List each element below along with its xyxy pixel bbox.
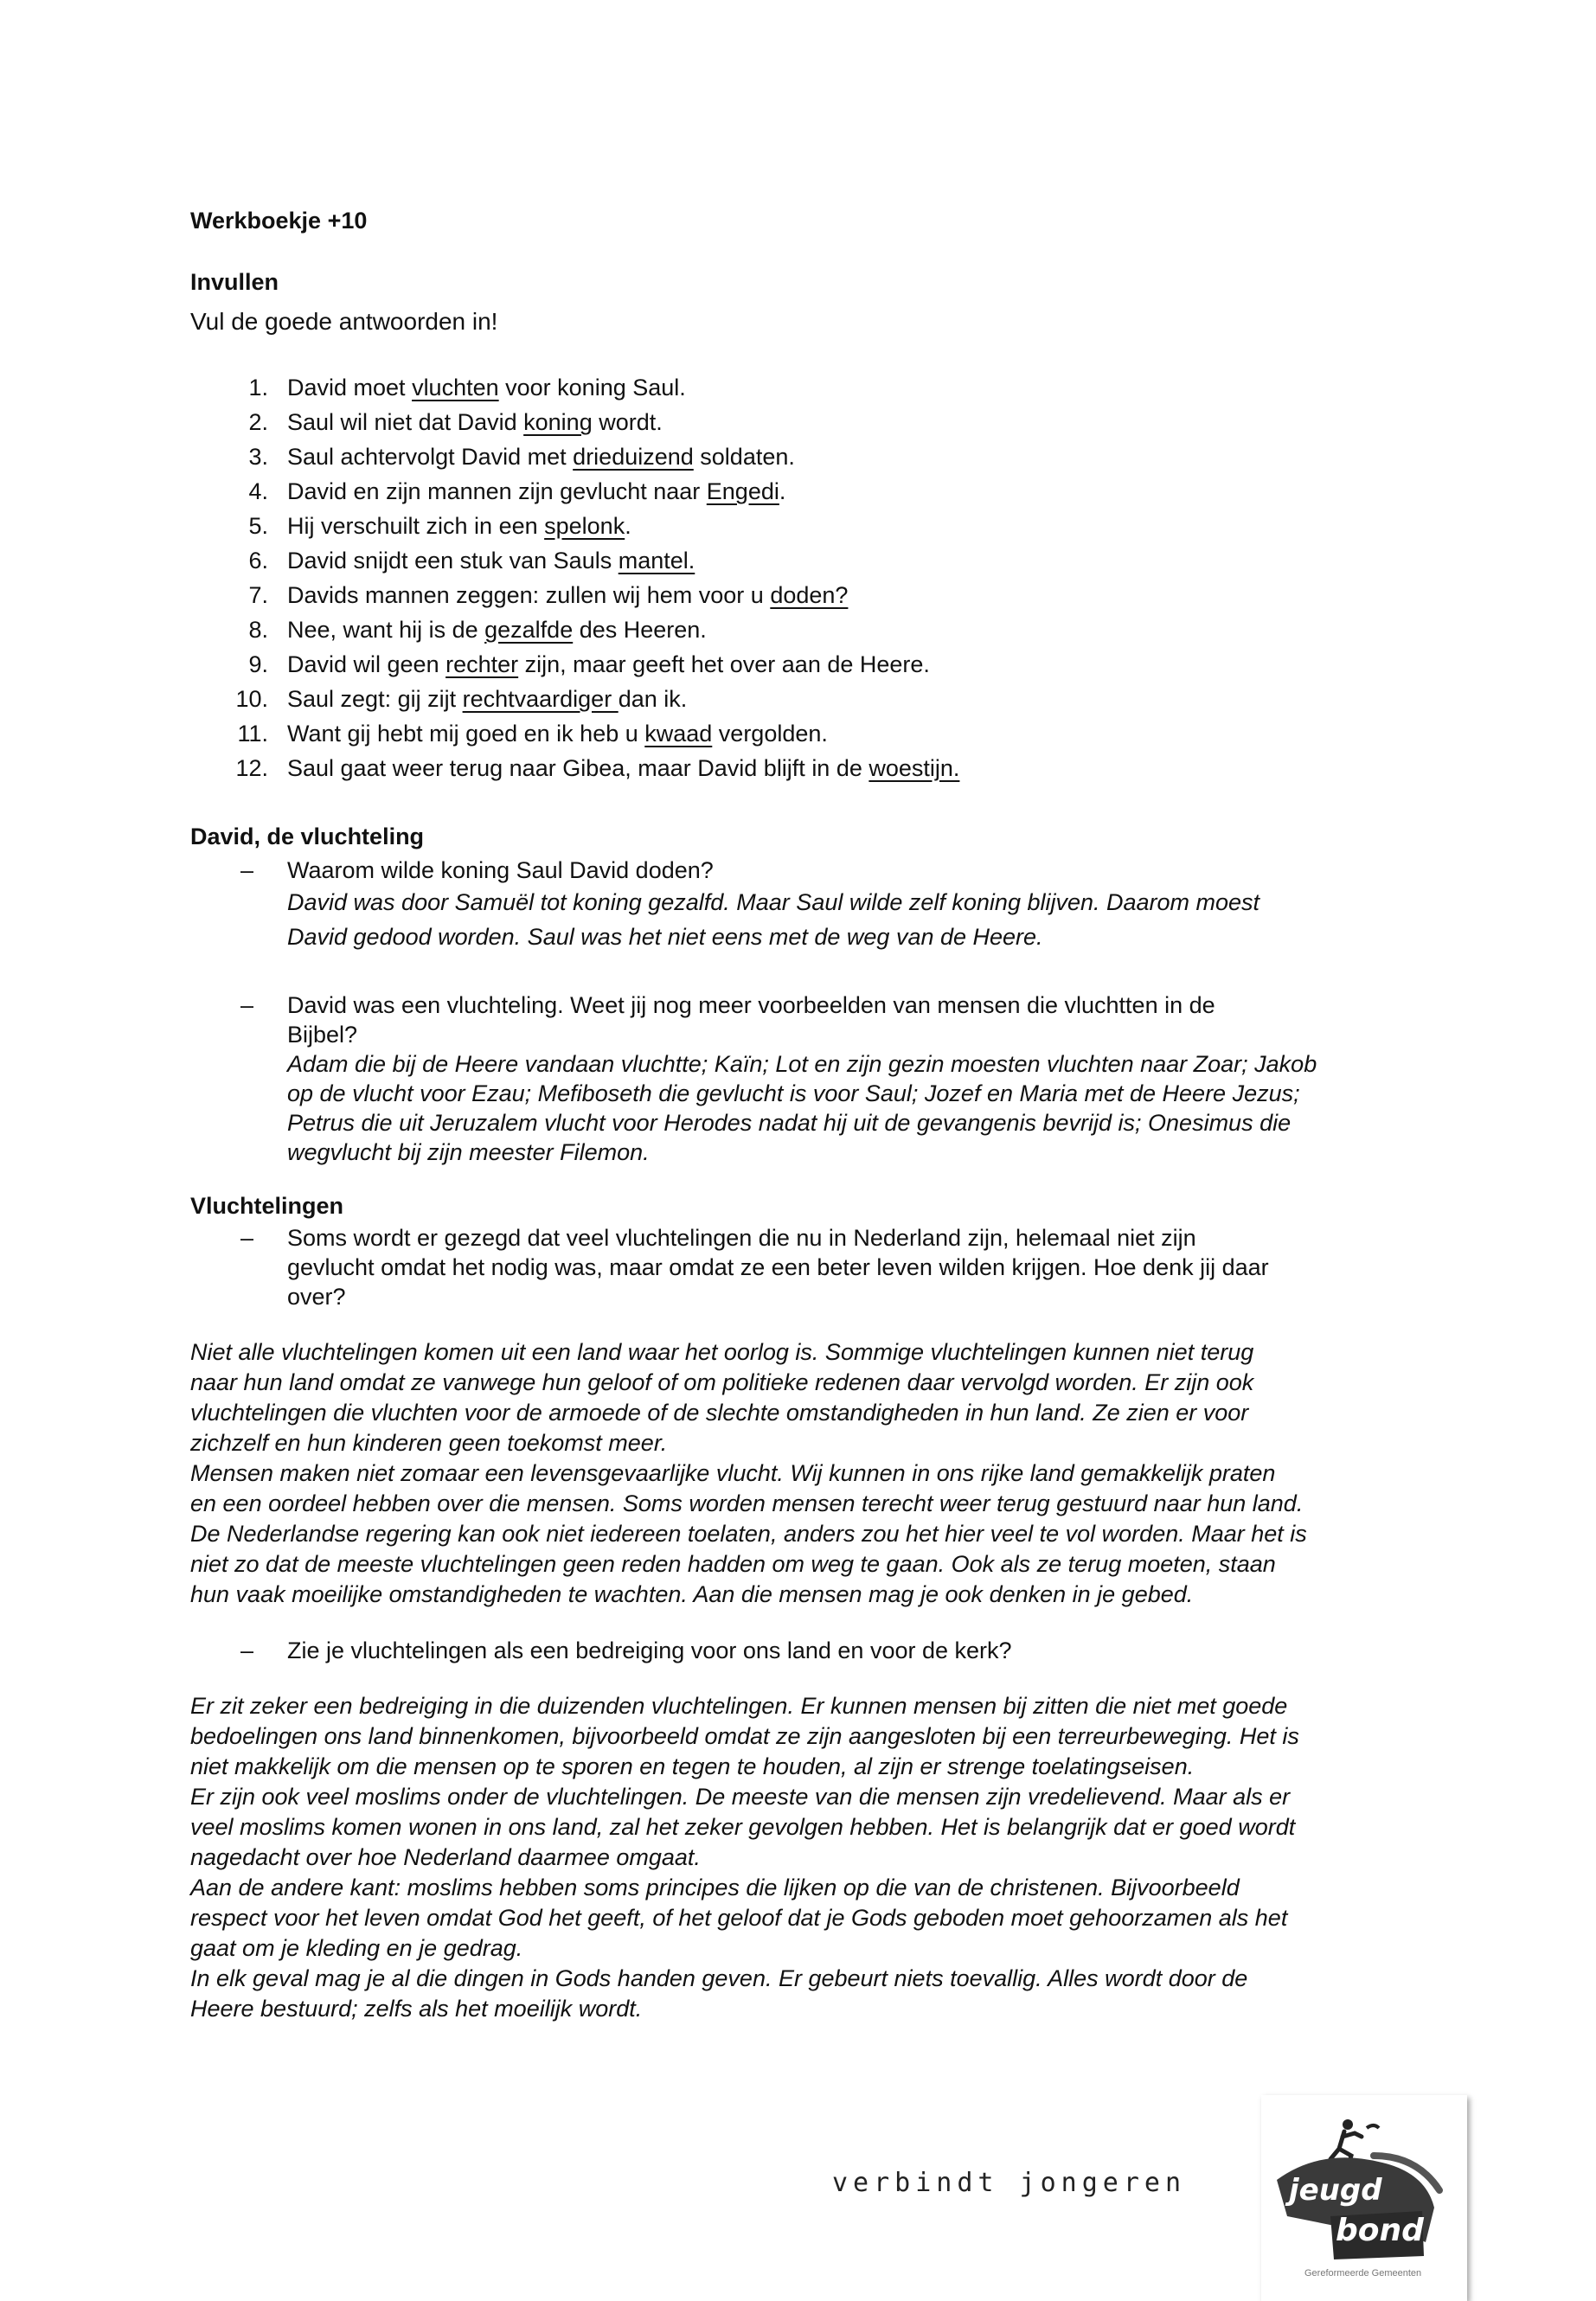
sentence-part: . (779, 478, 786, 504)
filled-answer: rechtvaardiger (462, 686, 619, 712)
page-title: Werkboekje +10 (190, 208, 368, 234)
filled-answer: vluchten (412, 375, 499, 401)
section-heading-vluchtelingen: Vluchtelingen (190, 1193, 344, 1219)
answer-line: wegvlucht bij zijn meester Filemon. (287, 1139, 650, 1165)
item-number: 11. (237, 721, 268, 747)
question-line: gevlucht omdat het nodig was, maar omdat ze een beter leven wilden krijgen. Hoe denk jij daar (287, 1254, 1269, 1280)
logo-subtitle: Gereformeerde Gemeenten (1304, 2268, 1422, 2279)
sentence-part: Saul achtervolgt David met (287, 444, 574, 470)
fill-in-item (190, 716, 1419, 751)
question-text: Zie je vluchtelingen als een bedreiging voor ons land en voor de kerk? (287, 1638, 1012, 1663)
sentence-part: Nee, want hij is de (287, 617, 485, 643)
item-sentence (287, 474, 785, 509)
sentence-part: des Heeren. (573, 617, 707, 643)
sentence-part: . (625, 513, 631, 539)
answer-line: In elk geval mag je al die dingen in Gods handen geven. Er gebeurt niets toevallig. Alles wordt door de (190, 1965, 1248, 1991)
fill-in-item (190, 543, 1419, 578)
answer-line: Er zit zeker een bedreiging in die duizenden vluchtelingen. Er kunnen mensen bij zitten die niet met goede (190, 1693, 1288, 1719)
filled-answer: spelonk (544, 513, 625, 539)
answer-line: hun vaak moeilijke omstandigheden te wachten. Aan die mensen mag je ook denken in je gebed. (190, 1581, 1194, 1607)
sentence-part: Saul wil niet dat David (287, 409, 524, 435)
fill-in-item (190, 682, 1419, 716)
answer-line: niet zo dat de meeste vluchtelingen geen reden hadden om weg te gaan. Ook als ze terug moeten, staan (190, 1551, 1276, 1577)
item-number: 8. (248, 617, 268, 643)
answer-line: op de vlucht voor Ezau; Mefiboseth die gevlucht is voor Saul; Jozef en Maria met de Heere Jezus; (287, 1080, 1300, 1106)
answer-line: Heere bestuurd; zelfs als het moeilijk wordt. (190, 1996, 643, 2022)
answer-block (287, 1049, 1419, 1167)
question-item (190, 990, 1419, 1049)
filled-answer: mantel. (618, 548, 695, 574)
sentence-part: wordt. (592, 409, 663, 435)
question-text (287, 990, 1419, 1049)
footer-slogan: verbindt jongeren (832, 2168, 1187, 2198)
fill-in-item (190, 578, 1419, 612)
item-number: 6. (248, 548, 268, 574)
item-number: 4. (248, 478, 268, 504)
answer-line: niet makkelijk om die mensen op te sporen en tegen te houden, al zijn er strenge toelatingseisen. (190, 1753, 1195, 1779)
question-line: David was een vluchteling. Weet jij nog meer voorbeelden van mensen die vluchtten in de (287, 992, 1215, 1018)
question-item (190, 856, 1419, 885)
item-sentence (287, 405, 663, 439)
answer-line: respect voor het leven omdat God het geeft, of het geloof dat je Gods geboden moet gehoorzamen als het (190, 1905, 1288, 1931)
answer-line: naar hun land omdat ze vanwege hun geloof of om politieke redenen daar vervolgd worden. Er zijn ook (190, 1369, 1254, 1395)
fill-in-item (190, 474, 1419, 509)
dash-bullet: – (240, 992, 254, 1018)
item-sentence (287, 647, 930, 682)
sentence-part: Davids mannen zeggen: zullen wij hem voor u (287, 582, 771, 608)
filled-answer: kwaad (644, 721, 713, 747)
item-sentence (287, 578, 848, 612)
dash-bullet: – (240, 857, 254, 883)
filled-answer: Engedi (706, 478, 779, 504)
item-sentence (287, 751, 959, 785)
sentence-part: vergolden. (712, 721, 828, 747)
fill-in-item (190, 509, 1419, 543)
sentence-part: soldaten. (693, 444, 795, 470)
fill-in-item (190, 751, 1419, 785)
answer-line: veel moslims komen wonen in ons land, zal het zeker gevolgen hebben. Het is belangrijk dat er goed wordt (190, 1814, 1296, 1840)
item-number: 1. (248, 375, 268, 401)
sentence-part: dan ik. (618, 686, 688, 712)
sentence-part: zijn, maar geeft het over aan de Heere. (518, 651, 930, 677)
answer-paragraph (190, 1337, 1419, 1610)
item-number: 10. (235, 686, 268, 712)
section-heading-invullen: Invullen (190, 269, 279, 295)
question-line: Bijbel? (287, 1022, 358, 1048)
section-heading-vluchteling: David, de vluchteling (190, 824, 425, 849)
dash-bullet: – (240, 1225, 254, 1251)
fill-in-item (190, 612, 1419, 647)
logo-text-bond: bond (1336, 2213, 1424, 2248)
answer-line: De Nederlandse regering kan ook niet iedereen toelaten, anders zou het hier veel te vol worden. Maar het is (190, 1521, 1307, 1547)
fill-in-item (190, 370, 1419, 405)
sentence-part: David snijdt een stuk van Sauls (287, 548, 619, 574)
document-page (190, 208, 1419, 2024)
filled-answer: rechter (445, 651, 519, 677)
filled-answer: doden? (770, 582, 849, 608)
sentence-part: Want gij hebt mij goed en ik heb u (287, 721, 645, 747)
question-item (190, 1636, 1419, 1665)
item-sentence (287, 716, 828, 751)
question-text (287, 1223, 1419, 1311)
item-number: 5. (248, 513, 268, 539)
fill-in-item (190, 439, 1419, 474)
filled-answer: woestijn. (869, 755, 960, 781)
answer-line: Er zijn ook veel moslims onder de vluchtelingen. De meeste van die mensen zijn vredelievend. Maar als er (190, 1784, 1291, 1810)
question-item (190, 1223, 1419, 1311)
sentence-part: David en zijn mannen zijn gevlucht naar (287, 478, 707, 504)
filled-answer: drieduizend (573, 444, 694, 470)
answer-line: nagedacht over hoe Nederland daarmee omgaat. (190, 1844, 701, 1870)
sentence-part: David wil geen (287, 651, 446, 677)
question-text: Waarom wilde koning Saul David doden? (287, 857, 714, 883)
filled-answer: gezalfde (484, 617, 574, 643)
fill-in-item (190, 405, 1419, 439)
answer-paragraph (190, 1691, 1419, 2024)
answer-line: David was door Samuël tot koning gezalfd. Maar Saul wilde zelf koning blijven. Daarom moest (287, 889, 1260, 915)
sentence-part: Saul zegt: gij zijt (287, 686, 463, 712)
answer-line: zichzelf en hun kinderen geen toekomst meer. (190, 1430, 668, 1456)
fill-in-item (190, 647, 1419, 682)
answer-line: Petrus die uit Jeruzalem vlucht voor Herodes nadat hij uit de gevangenis bevrijd is; Onesimus die (287, 1110, 1292, 1136)
answer-line: Mensen maken niet zomaar een levensgevaarlijke vlucht. Wij kunnen in ons rijke land gemakkelijk praten (190, 1460, 1276, 1486)
item-number: 12. (235, 755, 268, 781)
item-number: 9. (248, 651, 268, 677)
item-sentence (287, 612, 707, 647)
item-number: 3. (248, 444, 268, 470)
answer-line: David gedood worden. Saul was het niet eens met de weg van de Heere. (287, 924, 1043, 950)
answer-line: en een oordeel hebben over die mensen. Soms worden mensen terecht weer terug gestuurd naar hun land. (190, 1490, 1304, 1516)
logo-text-jeugd: jeugd (1289, 2173, 1382, 2208)
sentence-part: Hij verschuilt zich in een (287, 513, 545, 539)
item-sentence (287, 543, 695, 578)
item-number: 7. (248, 582, 268, 608)
section-intro: Vul de goede antwoorden in! (190, 308, 498, 335)
answer-line: gaat om je kleding en je gedrag. (190, 1935, 523, 1961)
answer-line: Adam die bij de Heere vandaan vluchtte; Kaïn; Lot en zijn gezin moesten vluchten naar Zoar; Jakob (287, 1051, 1317, 1077)
sentence-part: voor koning Saul. (498, 375, 686, 401)
answer-line: Aan de andere kant: moslims hebben soms principes die lijken op die van de christenen. Bijvoorbeeld (190, 1875, 1240, 1900)
item-sentence (287, 509, 631, 543)
question-line: over? (287, 1284, 346, 1310)
item-sentence (287, 682, 687, 716)
filled-answer: koning (523, 409, 593, 435)
answer-line: bedoelingen ons land binnenkomen, bijvoorbeeld omdat ze zijn aangesloten bij een terreurbeweging. Het is (190, 1723, 1299, 1749)
jeugdbond-logo (1261, 2095, 1467, 2301)
sentence-part: David moet (287, 375, 413, 401)
item-sentence (287, 370, 686, 405)
dash-bullet: – (240, 1638, 254, 1663)
answer-block (287, 885, 1419, 954)
fill-in-list (190, 370, 1419, 785)
sentence-part: Saul gaat weer terug naar Gibea, maar David blijft in de (287, 755, 869, 781)
answer-line: vluchtelingen die vluchten voor de armoede of de slechte omstandigheden in hun land. Ze zien er voor (190, 1400, 1249, 1426)
item-number: 2. (248, 409, 268, 435)
question-line: Soms wordt er gezegd dat veel vluchtelingen die nu in Nederland zijn, helemaal niet zijn (287, 1225, 1196, 1251)
answer-line: Niet alle vluchtelingen komen uit een land waar het oorlog is. Sommige vluchtelingen kunnen niet terug (190, 1339, 1254, 1365)
item-sentence (287, 439, 795, 474)
